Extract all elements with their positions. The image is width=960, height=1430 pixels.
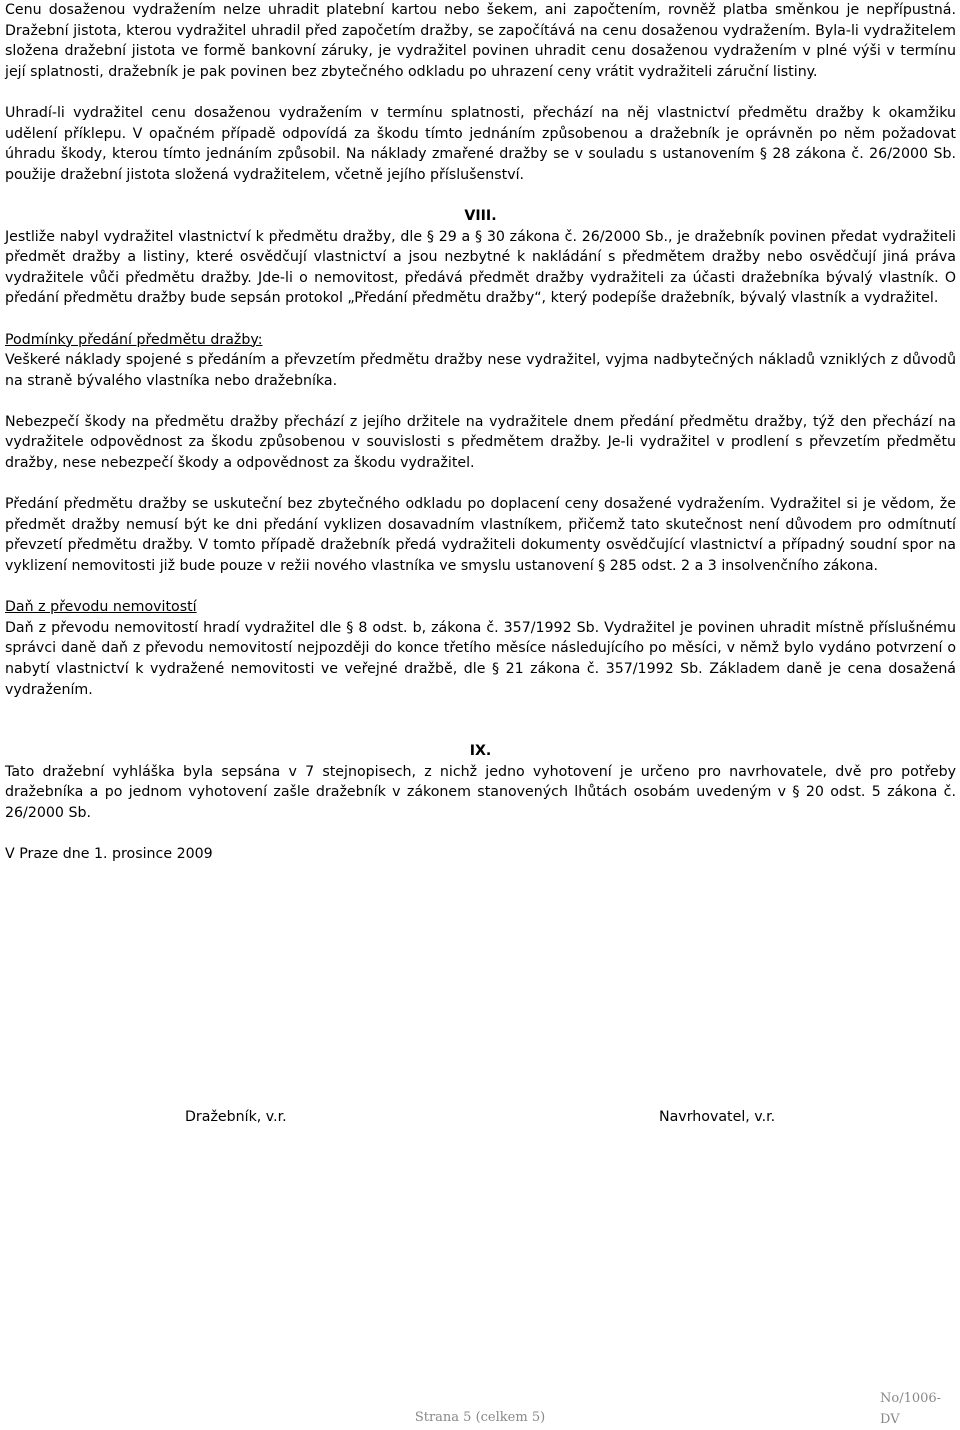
section-heading-viii: VIII. <box>464 207 497 224</box>
document-reference: No/1006-DV <box>880 1391 942 1427</box>
page-number: Strana 5 (celkem 5) <box>414 1410 546 1425</box>
signature-auctioneer: Dražebník, v.r. <box>185 1109 287 1125</box>
tax-title: Daň z převodu nemovitostí <box>5 599 197 616</box>
paragraph-tax: Daň z převodu nemovitostí hradí vydražitel dle § 8 odst. b, zákona č. 357/1992 Sb. Vydražitel je povinen uhradit místně příslušnému správci daně daň z převodu nemovitostí nejpozději do konce třetího měsíce následujícího po měsíci, v němž bylo vydáno potvrzení o nabytí vlastnictví k vydražené nemovitosti ve veřejné dražbě, dle § 21 zákona č. 357/1992 Sb. Základem daně je cena dosažená vydražením. <box>5 619 956 698</box>
conditions-title: Podmínky předání předmětu dražby: <box>5 331 263 348</box>
signature-petitioner: Navrhovatel, v.r. <box>659 1109 776 1125</box>
paragraph-handover: Jestliže nabyl vydražitel vlastnictví k předmětu dražby, dle § 29 a § 30 zákona č. 26/2000 Sb., je dražebník povinen předat vydražiteli předmět dražby a listiny, které osvědčují vlastnictví a jsou nezbytné k nakládání s předmětem dražby nebo osvědčují jiná práva vydražitele vůči předmětu dražby. Jde-li o nemovitost, předává předmět dražby vydražiteli za účasti dražebníka bývalý vlastník. O předání předmětu dražby bude sepsán protokol „Předání předmětu dražby“, který podepíše dražebník, bývalý vlastník a vydražitel. <box>5 228 956 307</box>
paragraph-costs: Veškeré náklady spojené s předáním a převzetím předmětu dražby nese vydražitel, vyjma nadbytečných nákladů vzniklých z důvodů na straně bývalého vlastníka nebo dražebníka. <box>5 352 956 389</box>
paragraph-risk: Nebezpečí škody na předmětu dražby přechází z jejího držitele na vydražitele dnem předání předmětu dražby, týž den přechází na vydražitele odpovědnost za škodu způsobenou v souvislosti s předmětem dražby. Je-li vydražitel v prodlení s převzetím předmětu dražby, nese nebezpečí škody a odpovědnost za škodu vydražitel. <box>5 413 956 472</box>
document-page <box>5 0 956 1125</box>
section-heading-ix: IX. <box>469 743 492 760</box>
paragraph-payment: Cenu dosaženou vydražením nelze uhradit platební kartou nebo šekem, ani započtením, rovněž platba směnkou je nepřípustná. Dražební jistota, kterou vydražitel uhradil před započetím dražby, se započítává na cenu dosaženou vydražením. Byla-li vydražitelem složena dražební jistota ve formě bankovní záruky, je vydražitel povinen uhradit cenu dosaženou vydražením v plné výši v termínu její splatnosti, dražebník je pak povinen bez zbytečného odkladu po uhrazení ceny vrátit vydražiteli záruční listiny. <box>5 2 956 80</box>
tax-heading <box>5 597 956 618</box>
signatures <box>5 1107 956 1129</box>
paragraph-handover-timing: Předání předmětu dražby se uskuteční bez zbytečného odkladu po doplacení ceny dosažené vydražením. Vydražitel si je vědom, že předmět dražby nemusí být ke dni předání vyklizen dosavadním vlastníkem, přičemž tato skutečnost není důvodem pro odmítnutí převzetí předmětu dražby. V tomto případě dražebník předá vydražiteli dokumenty osvědčující vlastnictví a případný soudní spor na vyklizení nemovitosti již bude pouze v režii nového vlastníka ve smyslu ustanovení § 285 odst. 2 a 3 insolvenčního zákona. <box>5 496 956 575</box>
conditions-heading <box>5 330 956 351</box>
paragraph-ownership-transfer: Uhradí-li vydražitel cenu dosaženou vydražením v termínu splatnosti, přechází na něj vlastnictví předmětu dražby k okamžiku udělení příklepu. V opačném případě odpovídá za škodu tímto jednáním způsobenou a dražebník je oprávněn po něm požadovat úhradu škody, kterou tímto jednáním způsobil. Na náklady zmařené dražby se v souladu s ustanovením § 28 zákona č. 26/2000 Sb. použije dražební jistota složená vydražitelem, včetně jejího příslušenství. <box>5 104 956 183</box>
paragraph-copies: Tato dražební vyhláška byla sepsána v 7 stejnopisech, z nichž jedno vyhotovení je určeno pro navrhovatele, dvě pro potřeby dražebníka a po jednom vyhotovení zašle dražebník v zákonem stanovených lhůtách osobám uvedeným v § 20 odst. 5 zákona č. 26/2000 Sb. <box>5 763 956 821</box>
place-and-date: V Praze dne 1. prosince 2009 <box>5 846 213 863</box>
